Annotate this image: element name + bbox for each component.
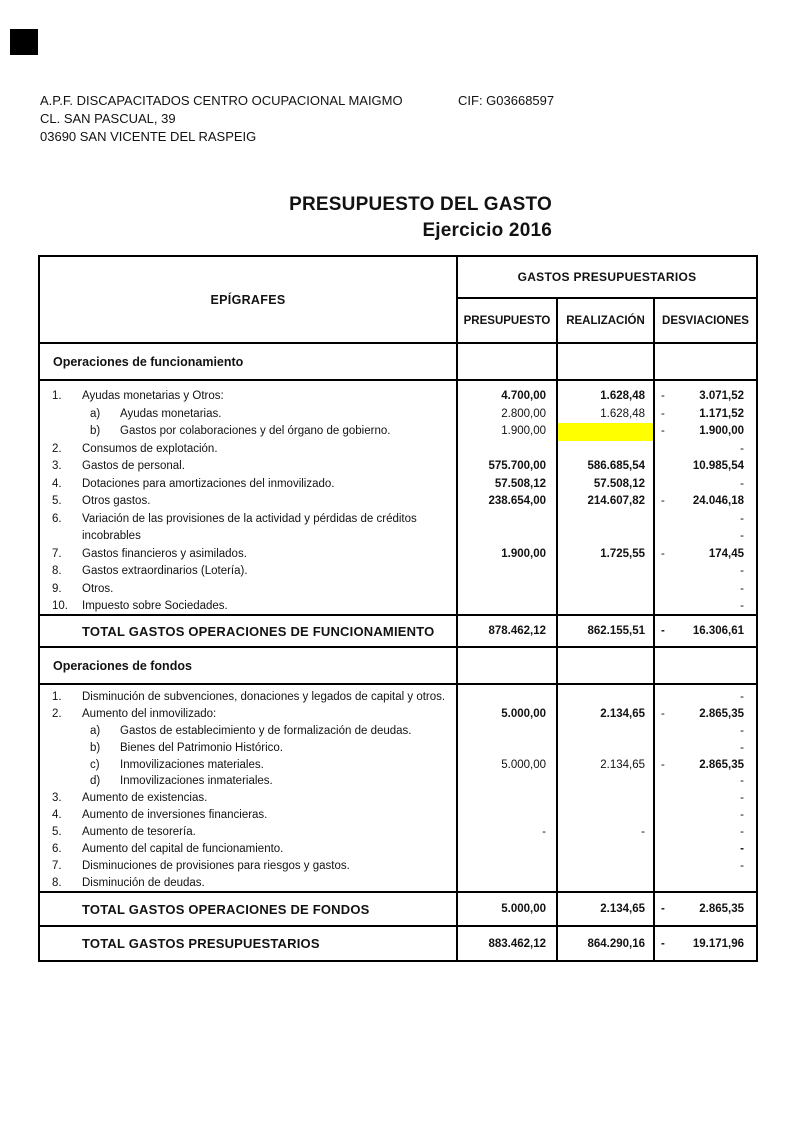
minus-sign: - bbox=[661, 390, 665, 402]
row-label-text: Ayudas monetarias. bbox=[120, 407, 222, 420]
realizacion-value: - bbox=[641, 826, 645, 839]
header-group-column bbox=[456, 257, 756, 342]
realizacion-value: 214.607,82 bbox=[587, 495, 645, 507]
table-row-label bbox=[40, 723, 456, 740]
header-subcolumns bbox=[458, 297, 756, 342]
presupuesto-value bbox=[458, 790, 556, 807]
total-label: TOTAL GASTOS OPERACIONES DE FONDOS bbox=[82, 901, 370, 917]
presupuesto-value: 4.700,00 bbox=[501, 390, 546, 402]
desviaciones-amount: - bbox=[740, 792, 744, 805]
desviaciones-value bbox=[655, 706, 756, 723]
table-row-label bbox=[40, 546, 456, 564]
presupuesto-value bbox=[458, 528, 556, 546]
presupuesto-value bbox=[458, 563, 556, 581]
desviaciones-amount: 3.071,52 bbox=[699, 390, 744, 402]
row-label-text: Disminución de deudas. bbox=[82, 876, 205, 889]
table-row-label: incobrables bbox=[82, 530, 141, 542]
desviaciones-value bbox=[655, 546, 756, 564]
table-row-label bbox=[40, 757, 456, 774]
desviaciones-amount: - bbox=[740, 565, 744, 577]
total-desviaciones bbox=[653, 616, 756, 646]
desviaciones-amount: 24.046,18 bbox=[692, 495, 744, 507]
epigrafes-cell bbox=[40, 381, 456, 614]
row-number: b) bbox=[90, 425, 101, 437]
desviaciones-amount: - bbox=[740, 724, 744, 737]
title-line1: PRESUPUESTO DEL GASTO bbox=[289, 194, 552, 215]
row-label-text: Aumento de existencias. bbox=[82, 792, 208, 805]
row-label-text: Ayudas monetarias y Otros: bbox=[82, 390, 224, 402]
desviaciones-amount: - bbox=[740, 826, 744, 839]
realizacion-value bbox=[558, 723, 653, 740]
presupuesto-value bbox=[458, 689, 556, 706]
presupuesto-value: 1.900,00 bbox=[501, 547, 546, 560]
presupuesto-cell bbox=[456, 381, 556, 614]
desviaciones-amount: - bbox=[740, 809, 744, 822]
table-row-label bbox=[40, 563, 456, 581]
presupuesto-value bbox=[458, 740, 556, 757]
total-row-fondos bbox=[40, 891, 756, 925]
row-number: c) bbox=[90, 758, 100, 771]
realizacion-value: 2.134,65 bbox=[600, 758, 645, 771]
realizacion-value: 1.725,55 bbox=[600, 547, 645, 560]
header-epigrafes: EPÍGRAFES bbox=[210, 292, 286, 307]
row-label-text: Gastos por colaboraciones y del órgano de gobierno. bbox=[120, 425, 391, 437]
presupuesto-cell bbox=[456, 685, 556, 891]
table-row-label bbox=[40, 740, 456, 757]
minus-sign: - bbox=[661, 547, 665, 560]
table-row-label bbox=[40, 689, 456, 706]
row-label-text: Inmovilizaciones materiales. bbox=[120, 758, 264, 771]
desviaciones-amount: 1.900,00 bbox=[699, 425, 744, 437]
table-row-label bbox=[40, 790, 456, 807]
realizacion-value: 1.628,48 bbox=[600, 390, 645, 402]
row-number: 5. bbox=[52, 495, 62, 507]
row-label-text: Disminuciones de provisiones para riesgos y gastos. bbox=[82, 859, 350, 872]
row-number: 9. bbox=[52, 582, 62, 595]
table-row-label bbox=[40, 458, 456, 476]
desviaciones-value bbox=[655, 773, 756, 790]
header-realizacion: REALIZACIÓN bbox=[556, 299, 653, 342]
row-number: 4. bbox=[52, 809, 62, 822]
realizacion-value bbox=[558, 563, 653, 581]
minus-sign: - bbox=[661, 707, 665, 720]
row-number: 7. bbox=[52, 547, 62, 560]
table-row-label bbox=[40, 773, 456, 790]
row-number: 5. bbox=[52, 826, 62, 839]
row-number: 6. bbox=[52, 512, 62, 525]
desviaciones-amount: 2.865,35 bbox=[699, 758, 744, 771]
address-line2: 03690 SAN VICENTE DEL RASPEIG bbox=[40, 129, 257, 144]
presupuesto-value: 1.900,00 bbox=[501, 425, 546, 437]
row-number: 4. bbox=[52, 477, 62, 490]
realizacion-value bbox=[558, 841, 653, 858]
row-label-text: Inmovilizaciones inmateriales. bbox=[120, 775, 273, 788]
row-label-text: Variación de las provisiones de la actividad y pérdidas de créditos bbox=[82, 512, 417, 525]
row-label-text: Aumento del capital de funcionamiento. bbox=[82, 843, 284, 856]
desviaciones-amount: - bbox=[740, 582, 744, 595]
table-row-label bbox=[40, 807, 456, 824]
presupuesto-value bbox=[458, 581, 556, 599]
row-number: a) bbox=[90, 724, 101, 737]
total-row-funcionamiento bbox=[40, 614, 756, 646]
desviaciones-amount: - bbox=[740, 477, 744, 490]
page-corner-mark bbox=[10, 29, 38, 55]
total-realizacion: 2.134,65 bbox=[556, 893, 653, 925]
minus-sign: - bbox=[661, 625, 665, 637]
desviaciones-value bbox=[655, 441, 756, 459]
table-row-label bbox=[40, 875, 456, 891]
row-number: d) bbox=[90, 775, 101, 788]
realizacion-value bbox=[558, 807, 653, 824]
presupuesto-value bbox=[458, 598, 556, 614]
table-row-label bbox=[40, 423, 456, 441]
table-row-label bbox=[40, 441, 456, 459]
grand-total-desviaciones-value: 19.171,96 bbox=[692, 937, 744, 950]
total-presupuesto: 5.000,00 bbox=[456, 893, 556, 925]
row-number: b) bbox=[90, 741, 101, 754]
row-label-text: Aumento del inmovilizado: bbox=[82, 707, 217, 720]
desviaciones-amount: - bbox=[740, 775, 744, 788]
desviaciones-value bbox=[655, 528, 756, 546]
desviaciones-value bbox=[655, 740, 756, 757]
desviaciones-value bbox=[655, 423, 756, 441]
row-number: 8. bbox=[52, 876, 62, 889]
total-desviaciones bbox=[653, 893, 756, 925]
desviaciones-amount: 174,45 bbox=[708, 547, 744, 560]
realizacion-value bbox=[558, 790, 653, 807]
document-title bbox=[289, 192, 552, 244]
data-block-funcionamiento bbox=[40, 379, 756, 614]
table-row-label bbox=[40, 406, 456, 424]
desviaciones-amount: 10.985,54 bbox=[692, 460, 744, 472]
row-number: 3. bbox=[52, 792, 62, 805]
row-number: 3. bbox=[52, 460, 62, 472]
row-number: 10. bbox=[52, 600, 68, 612]
presupuesto-value: 57.508,12 bbox=[494, 477, 546, 490]
minus-sign: - bbox=[661, 407, 665, 420]
row-label-text: Gastos extraordinarios (Lotería). bbox=[82, 565, 248, 577]
grand-total-desviaciones bbox=[653, 927, 756, 960]
realizacion-value: 57.508,12 bbox=[593, 477, 645, 490]
budget-table bbox=[38, 255, 758, 962]
desviaciones-value bbox=[655, 723, 756, 740]
desviaciones-value bbox=[655, 406, 756, 424]
grand-total-presupuesto: 883.462,12 bbox=[456, 927, 556, 960]
desviaciones-value bbox=[655, 757, 756, 774]
desviaciones-value bbox=[655, 563, 756, 581]
row-number: 2. bbox=[52, 707, 62, 720]
address-line1: CL. SAN PASCUAL, 39 bbox=[40, 111, 176, 126]
presupuesto-value bbox=[458, 723, 556, 740]
realizacion-value bbox=[558, 875, 653, 891]
total-realizacion: 862.155,51 bbox=[556, 616, 653, 646]
realizacion-value bbox=[558, 581, 653, 599]
row-label-text: Gastos de personal. bbox=[82, 460, 185, 472]
realizacion-value bbox=[558, 598, 653, 614]
desviaciones-amount: - bbox=[740, 512, 744, 525]
empty-cell bbox=[653, 344, 756, 379]
realizacion-value bbox=[558, 441, 653, 459]
section-row-funcionamiento bbox=[40, 342, 756, 379]
desviaciones-value bbox=[655, 581, 756, 599]
realizacion-highlight-cell bbox=[558, 423, 653, 441]
presupuesto-value bbox=[458, 858, 556, 875]
title-line2: Ejercicio 2016 bbox=[422, 220, 552, 241]
table-row-label bbox=[40, 476, 456, 494]
desviaciones-amount: - bbox=[740, 691, 744, 703]
section-title: Operaciones de funcionamiento bbox=[53, 354, 244, 369]
table-row-label bbox=[40, 858, 456, 875]
minus-sign: - bbox=[661, 937, 665, 950]
desviaciones-value bbox=[655, 511, 756, 529]
desviaciones-value bbox=[655, 598, 756, 614]
presupuesto-value bbox=[458, 441, 556, 459]
empty-cell bbox=[456, 648, 556, 683]
presupuesto-value: 2.800,00 bbox=[501, 407, 546, 420]
row-label-text: Aumento de tesorería. bbox=[82, 826, 196, 839]
header-presupuesto: PRESUPUESTO bbox=[463, 314, 551, 327]
desviaciones-value bbox=[655, 875, 756, 891]
realizacion-value: 1.628,48 bbox=[600, 407, 645, 420]
realizacion-cell bbox=[556, 381, 653, 614]
empty-cell bbox=[456, 344, 556, 379]
grand-total-row bbox=[40, 925, 756, 960]
org-name: A.P.F. DISCAPACITADOS CENTRO OCUPACIONAL MAIGMO bbox=[40, 93, 403, 108]
total-desviaciones-value: 16.306,61 bbox=[692, 625, 744, 637]
desviaciones-value bbox=[655, 790, 756, 807]
grand-total-realizacion: 864.290,16 bbox=[556, 927, 653, 960]
row-label-text: Otros gastos. bbox=[82, 495, 151, 507]
minus-sign: - bbox=[661, 425, 665, 437]
row-number: 7. bbox=[52, 859, 62, 872]
desviaciones-amount: - bbox=[740, 442, 744, 455]
table-row-label bbox=[40, 824, 456, 841]
row-number: 1. bbox=[52, 390, 62, 402]
realizacion-value bbox=[558, 511, 653, 529]
desviaciones-amount: - bbox=[740, 859, 744, 872]
realizacion-value: 586.685,54 bbox=[587, 460, 645, 472]
presupuesto-value: 238.654,00 bbox=[488, 495, 546, 507]
table-header bbox=[40, 257, 756, 342]
minus-sign: - bbox=[661, 495, 665, 507]
row-label-text: Dotaciones para amortizaciones del inmovilizado. bbox=[82, 477, 335, 490]
cif-number: CIF: G03668597 bbox=[458, 93, 555, 108]
table-row-label bbox=[40, 511, 456, 529]
row-label-text: Aumento de inversiones financieras. bbox=[82, 809, 268, 822]
row-label-text: Gastos de establecimiento y de formalización de deudas. bbox=[120, 724, 412, 737]
section-row-fondos bbox=[40, 646, 756, 683]
presupuesto-value bbox=[458, 841, 556, 858]
presupuesto-value bbox=[458, 807, 556, 824]
desviaciones-amount: - bbox=[740, 600, 744, 612]
desviaciones-amount: 1.171,52 bbox=[699, 407, 744, 420]
row-number: 6. bbox=[52, 843, 62, 856]
row-label-text: Impuesto sobre Sociedades. bbox=[82, 600, 228, 612]
table-row-label bbox=[40, 706, 456, 723]
row-number: 8. bbox=[52, 565, 62, 577]
desviaciones-value bbox=[655, 689, 756, 706]
empty-cell bbox=[653, 648, 756, 683]
desviaciones-amount: - bbox=[740, 741, 744, 754]
desviaciones-cell bbox=[653, 685, 756, 891]
row-number: 1. bbox=[52, 691, 62, 703]
minus-sign: - bbox=[661, 903, 665, 915]
row-label-text: Disminución de subvenciones, donaciones y legados de capital y otros. bbox=[82, 691, 446, 703]
desviaciones-value bbox=[655, 476, 756, 494]
row-number: 2. bbox=[52, 442, 62, 455]
realizacion-value bbox=[558, 740, 653, 757]
total-presupuesto: 878.462,12 bbox=[456, 616, 556, 646]
desviaciones-value bbox=[655, 824, 756, 841]
desviaciones-amount: - bbox=[740, 843, 744, 856]
table-row-label bbox=[40, 388, 456, 406]
presupuesto-value: - bbox=[542, 826, 546, 839]
total-desviaciones-value: 2.865,35 bbox=[699, 903, 744, 915]
letterhead bbox=[40, 92, 740, 146]
total-label: TOTAL GASTOS OPERACIONES DE FUNCIONAMIENTO bbox=[82, 623, 435, 639]
empty-cell bbox=[556, 344, 653, 379]
desviaciones-amount bbox=[661, 875, 744, 891]
table-row-label bbox=[40, 581, 456, 599]
desviaciones-amount: - bbox=[740, 530, 744, 542]
desviaciones-value bbox=[655, 458, 756, 476]
row-number: a) bbox=[90, 407, 101, 420]
realizacion-value bbox=[558, 858, 653, 875]
presupuesto-value bbox=[458, 875, 556, 891]
data-block-fondos bbox=[40, 683, 756, 891]
table-row-label bbox=[40, 493, 456, 511]
realizacion-value bbox=[558, 528, 653, 546]
presupuesto-value: 5.000,00 bbox=[501, 707, 546, 720]
letterhead-line1 bbox=[40, 92, 740, 110]
epigrafes-cell bbox=[40, 685, 456, 891]
realizacion-value bbox=[558, 689, 653, 706]
presupuesto-value bbox=[458, 773, 556, 790]
presupuesto-value: 5.000,00 bbox=[501, 758, 546, 771]
minus-sign: - bbox=[661, 758, 665, 771]
presupuesto-value bbox=[458, 511, 556, 529]
header-group-title: GASTOS PRESUPUESTARIOS bbox=[517, 270, 697, 284]
table-row-label bbox=[40, 598, 456, 614]
desviaciones-value bbox=[655, 858, 756, 875]
section-title: Operaciones de fondos bbox=[53, 658, 192, 673]
row-label-text: Bienes del Patrimonio Histórico. bbox=[120, 741, 283, 754]
row-label-text: Otros. bbox=[82, 582, 114, 595]
row-label-text: Gastos financieros y asimilados. bbox=[82, 547, 247, 560]
realizacion-value bbox=[558, 773, 653, 790]
desviaciones-value bbox=[655, 807, 756, 824]
desviaciones-value bbox=[655, 493, 756, 511]
empty-cell bbox=[556, 648, 653, 683]
row-label-text: Consumos de explotación. bbox=[82, 442, 218, 455]
realizacion-cell bbox=[556, 685, 653, 891]
realizacion-value: 2.134,65 bbox=[600, 707, 645, 720]
desviaciones-value bbox=[655, 388, 756, 406]
desviaciones-cell bbox=[653, 381, 756, 614]
presupuesto-value: 575.700,00 bbox=[488, 460, 546, 472]
header-desviaciones: DESVIACIONES bbox=[653, 299, 756, 342]
desviaciones-amount: 2.865,35 bbox=[699, 707, 744, 720]
grand-total-label: TOTAL GASTOS PRESUPUESTARIOS bbox=[82, 936, 320, 951]
table-row-label bbox=[40, 841, 456, 858]
desviaciones-value bbox=[655, 841, 756, 858]
